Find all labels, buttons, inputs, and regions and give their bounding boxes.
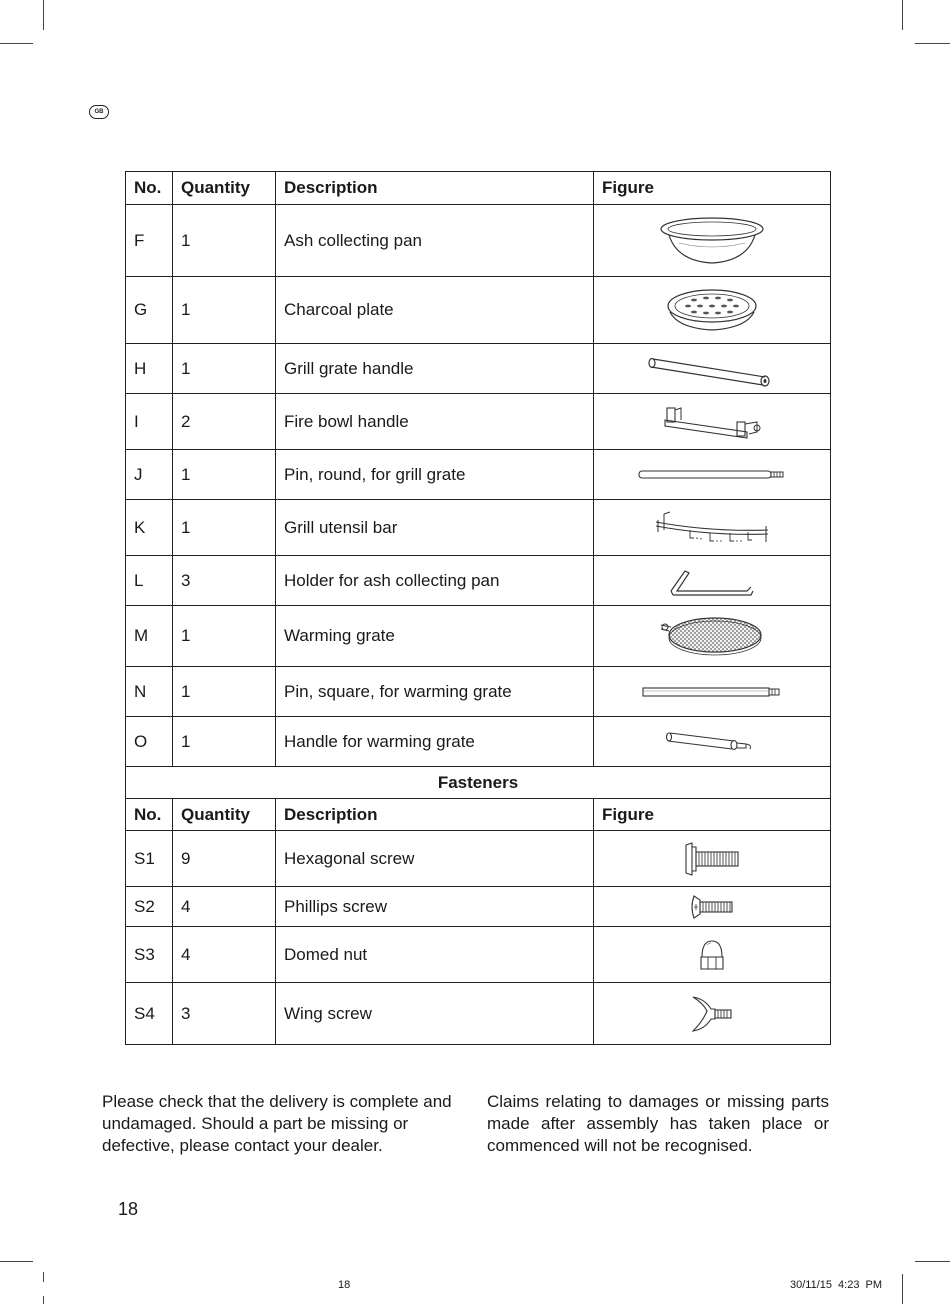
part-description: Handle for warming grate [276, 717, 594, 767]
ash-pan-holder-icon [667, 563, 757, 599]
table-row [126, 606, 831, 667]
table-row [126, 500, 831, 556]
part-description: Domed nut [276, 927, 594, 983]
part-figure [594, 887, 831, 927]
table-row [126, 450, 831, 500]
claims-note: Claims relating to damages or missing parts made after assembly has taken place or commenced will not be recognised. [487, 1092, 829, 1155]
part-quantity: 1 [173, 277, 276, 344]
table-row [126, 831, 831, 887]
crop-mark [902, 0, 903, 30]
fasteners-header-row [126, 799, 831, 831]
part-no: I [126, 394, 173, 450]
part-figure [594, 667, 831, 717]
column-header-description: Description [276, 172, 594, 205]
part-description: Phillips screw [276, 887, 594, 927]
fasteners-heading: Fasteners [126, 767, 831, 799]
table-row [126, 205, 831, 277]
part-description: Grill utensil bar [276, 500, 594, 556]
part-quantity: 1 [173, 606, 276, 667]
table-row [126, 667, 831, 717]
hexagonal-screw-icon [680, 839, 744, 879]
part-figure [594, 500, 831, 556]
table-row [126, 344, 831, 394]
crop-mark [915, 1261, 950, 1262]
part-no: S3 [126, 927, 173, 983]
crop-mark [43, 0, 44, 30]
phillips-screw-icon [688, 892, 736, 922]
part-no: L [126, 556, 173, 606]
crop-mark [43, 1272, 44, 1282]
part-figure [594, 606, 831, 667]
table-row [126, 394, 831, 450]
part-no: N [126, 667, 173, 717]
page-number: 18 [118, 1199, 139, 1219]
column-header-no: No. [126, 172, 173, 205]
part-quantity: 1 [173, 205, 276, 277]
parts-table [125, 171, 831, 1045]
part-figure [594, 394, 831, 450]
round-pin-icon [637, 465, 787, 485]
part-description: Warming grate [276, 606, 594, 667]
part-description: Pin, square, for warming grate [276, 667, 594, 717]
column-header-description: Description [276, 799, 594, 831]
part-quantity: 1 [173, 500, 276, 556]
crop-mark [902, 1274, 903, 1304]
part-quantity: 1 [173, 450, 276, 500]
part-figure [594, 983, 831, 1045]
delivery-note: Please check that the delivery is complete and undamaged. Should a part be missing or defective, please contact your dealer. [102, 1092, 452, 1155]
part-figure [594, 450, 831, 500]
crop-mark [43, 1296, 44, 1304]
wing-screw-icon [689, 991, 735, 1037]
part-no: O [126, 717, 173, 767]
charcoal-plate-icon [664, 282, 760, 338]
crop-mark [915, 43, 950, 44]
table-row [126, 927, 831, 983]
warming-grate-icon [657, 611, 767, 661]
part-quantity: 3 [173, 556, 276, 606]
part-description: Charcoal plate [276, 277, 594, 344]
utensil-bar-icon [650, 508, 774, 548]
table-row [126, 887, 831, 927]
part-quantity: 4 [173, 887, 276, 927]
part-no: S1 [126, 831, 173, 887]
print-page-number: 18 [338, 1279, 351, 1291]
part-no: M [126, 606, 173, 667]
warming-grate-handle-icon [664, 727, 760, 757]
grill-grate-handle-icon [647, 351, 777, 387]
language-badge: GB [89, 105, 109, 119]
print-timestamp: 30/11/15 4:23 PM [790, 1279, 883, 1291]
fasteners-heading-row [126, 767, 831, 799]
column-header-figure: Figure [594, 172, 831, 205]
part-description: Pin, round, for grill grate [276, 450, 594, 500]
part-description: Grill grate handle [276, 344, 594, 394]
part-description: Holder for ash collecting pan [276, 556, 594, 606]
table-row [126, 717, 831, 767]
part-figure [594, 717, 831, 767]
square-pin-icon [641, 682, 783, 702]
part-figure [594, 205, 831, 277]
part-figure [594, 344, 831, 394]
part-no: K [126, 500, 173, 556]
part-quantity: 3 [173, 983, 276, 1045]
column-header-figure: Figure [594, 799, 831, 831]
part-quantity: 9 [173, 831, 276, 887]
part-figure [594, 927, 831, 983]
part-figure [594, 277, 831, 344]
fire-bowl-handle-icon [657, 402, 767, 442]
part-quantity: 2 [173, 394, 276, 450]
part-description: Ash collecting pan [276, 205, 594, 277]
part-description: Wing screw [276, 983, 594, 1045]
part-no: G [126, 277, 173, 344]
part-no: F [126, 205, 173, 277]
part-quantity: 1 [173, 344, 276, 394]
part-figure [594, 831, 831, 887]
part-no: J [126, 450, 173, 500]
ash-pan-icon [657, 213, 767, 269]
crop-mark [0, 43, 33, 44]
part-figure [594, 556, 831, 606]
column-header-quantity: Quantity [173, 172, 276, 205]
table-row [126, 277, 831, 344]
part-no: H [126, 344, 173, 394]
part-no: S2 [126, 887, 173, 927]
part-description: Fire bowl handle [276, 394, 594, 450]
domed-nut-icon [697, 935, 727, 975]
table-row [126, 556, 831, 606]
part-quantity: 1 [173, 717, 276, 767]
part-no: S4 [126, 983, 173, 1045]
column-header-no: No. [126, 799, 173, 831]
column-header-quantity: Quantity [173, 799, 276, 831]
table-header-row [126, 172, 831, 205]
crop-mark [0, 1261, 33, 1262]
table-row [126, 983, 831, 1045]
part-quantity: 1 [173, 667, 276, 717]
part-description: Hexagonal screw [276, 831, 594, 887]
part-quantity: 4 [173, 927, 276, 983]
